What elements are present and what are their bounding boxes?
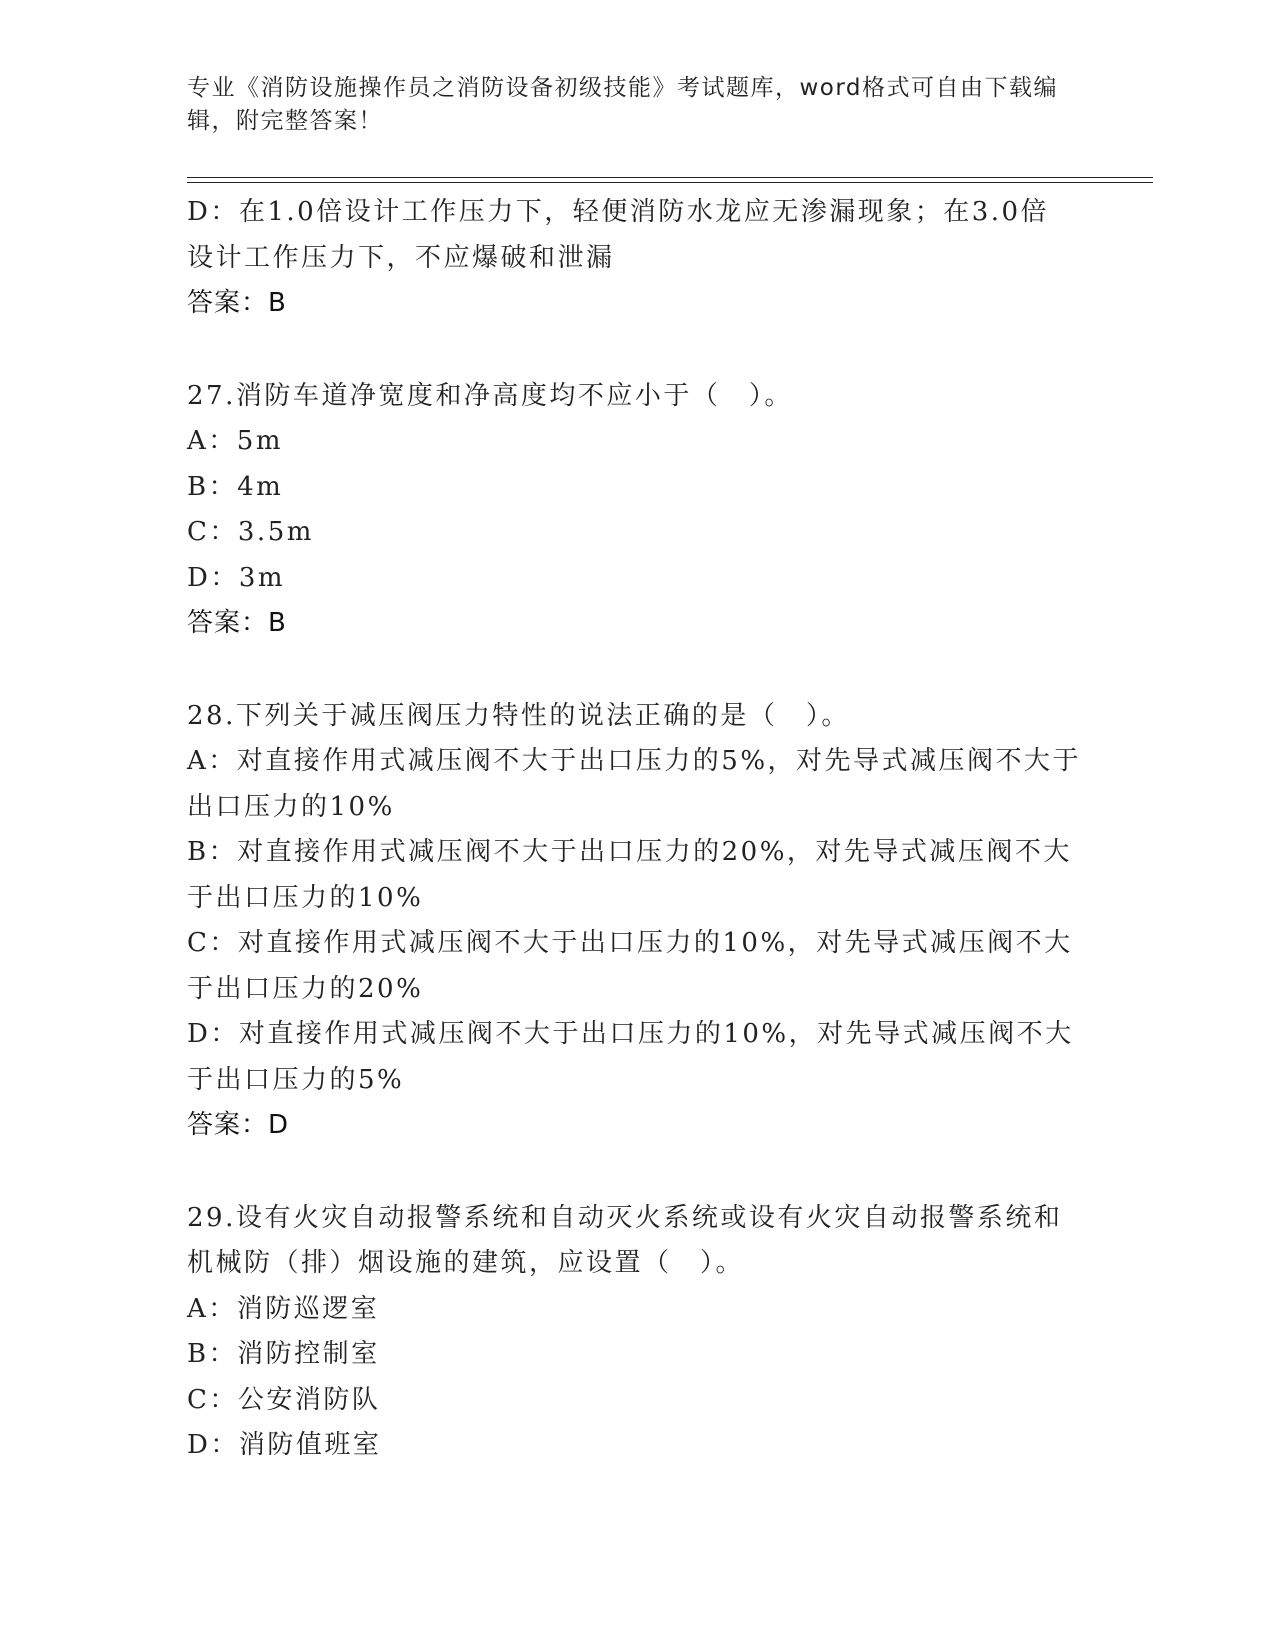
option-a: A：消防巡逻室 <box>187 1293 380 1324</box>
option-c: C：公安消防队 <box>187 1384 381 1415</box>
question-stem: 28.下列关于减压阀压力特性的说法正确的是（ ）。 <box>187 700 850 731</box>
answer-label: 答案：B <box>187 288 287 318</box>
question-stem-continued: 机械防（排）烟设施的建筑，应设置（ ）。 <box>187 1248 745 1278</box>
question-text-line: D：在1.0倍设计工作压力下，轻便消防水龙应无渗漏现象；在3.0倍 <box>187 197 1050 227</box>
header-divider-bottom <box>187 182 1153 183</box>
option-d: D：消防值班室 <box>187 1430 382 1460</box>
question-block-continued <box>187 190 1087 327</box>
answer-label: 答案：B <box>187 608 287 638</box>
option-a: A：5m <box>187 426 283 456</box>
question-stem: 29.设有火灾自动报警系统和自动灭火系统或设有火灾自动报警系统和 <box>187 1202 1063 1233</box>
option-b: B：对直接作用式减压阀不大于出口压力的20%，对先导式减压阀不大 <box>187 837 1072 867</box>
option-a: A：对直接作用式减压阀不大于出口压力的5%，对先导式减压阀不大于 <box>187 746 1082 776</box>
option-b: B：4m <box>187 471 284 502</box>
document-header: 专业《消防设施操作员之消防设备初级技能》考试题库，word格式可自由下载编辑，附完整答案！ <box>187 75 1059 134</box>
option-d-continued: 于出口压力的5% <box>187 1064 405 1095</box>
option-c: C：3.5m <box>187 517 314 547</box>
question-block-27 <box>187 374 1087 647</box>
answer-label: 答案：D <box>187 1110 290 1140</box>
option-a-continued: 出口压力的10% <box>187 791 395 822</box>
option-b-continued: 于出口压力的10% <box>187 882 424 913</box>
option-c-continued: 于出口压力的20% <box>187 973 424 1004</box>
option-b: B：消防控制室 <box>187 1339 380 1369</box>
question-list <box>187 190 1087 1469</box>
option-d: D：3m <box>187 562 286 593</box>
question-block-28 <box>187 694 1087 1149</box>
header-divider-top <box>187 177 1153 178</box>
question-stem: 27.消防车道净宽度和净高度均不应小于（ ）。 <box>187 380 793 411</box>
question-text-line: 设计工作压力下，不应爆破和泄漏 <box>187 242 615 273</box>
option-c: C：对直接作用式减压阀不大于出口压力的10%，对先导式减压阀不大 <box>187 928 1073 958</box>
option-d: D：对直接作用式减压阀不大于出口压力的10%，对先导式减压阀不大 <box>187 1019 1074 1049</box>
question-block-29 <box>187 1196 1087 1469</box>
